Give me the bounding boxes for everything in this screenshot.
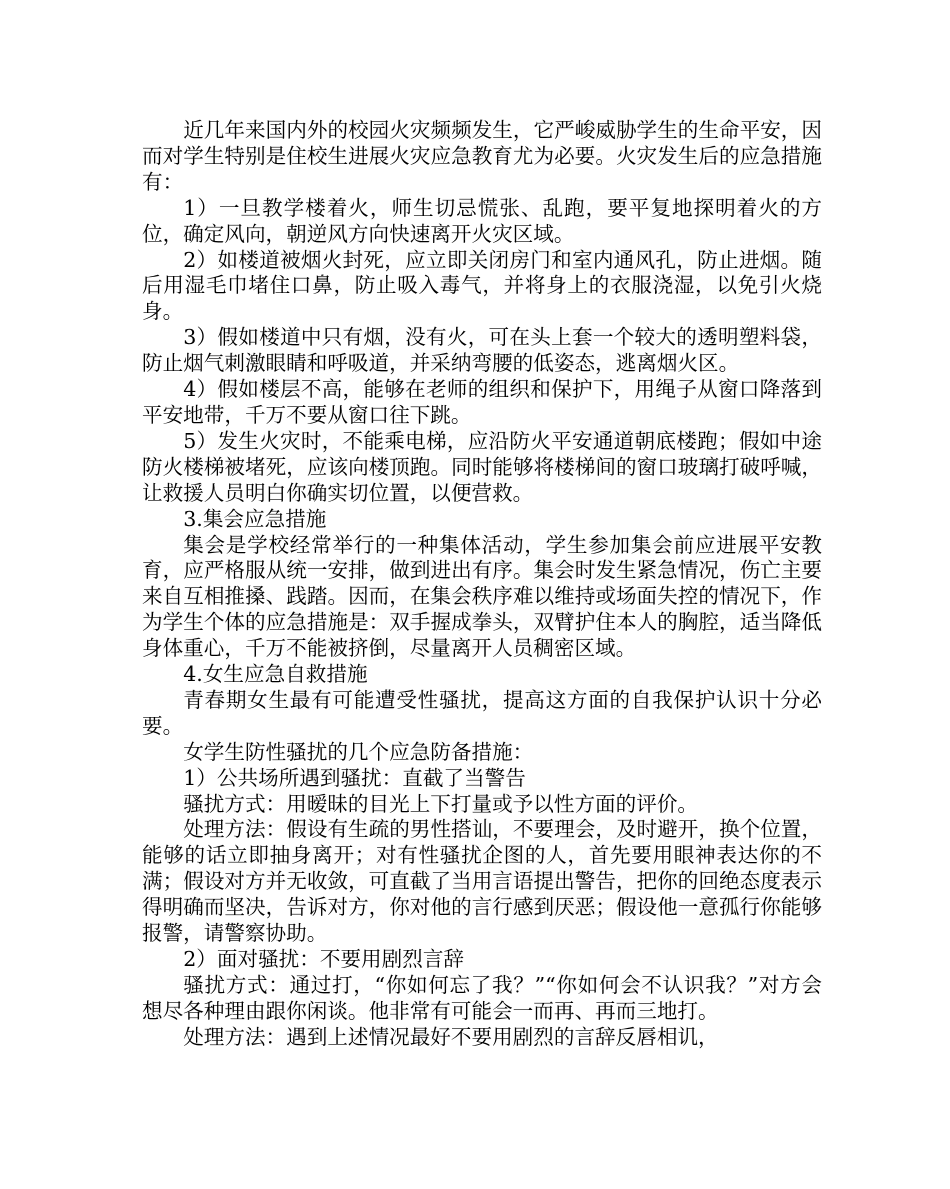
harassment-method-2: 骚扰方式：通过打，“你如何忘了我？”“你如何会不认识我？”对方会想尽各种理由跟你闲谈。他非常有可能会一而再、再而三地打。 bbox=[142, 972, 822, 1023]
handling-method-1: 处理方法：假设有生疏的男性搭讪，不要理会，及时避开，换个位置，能够的话立即抽身离开；对有性骚扰企图的人，首先要用眼神表达你的不满；假设对方并无收敛，可直截了当用言语提出警告，把你的回绝态度表示得明确而坚决，告诉对方，你对他的言行感到厌恶；假设他一意孤行你能够报警，请警察协助。 bbox=[142, 817, 822, 946]
harassment-method-1: 骚扰方式：用暧昧的目光上下打量或予以性方面的评价。 bbox=[183, 791, 699, 816]
fire-measure-2: 2）如楼道被烟火封死，应立即关闭房门和室内通风孔，防止进烟。随后用湿毛巾堵住口鼻，防止吸入毒气，并将身上的衣服浇湿，以免引火烧身。 bbox=[142, 247, 822, 324]
document-body bbox=[142, 118, 822, 1051]
prevention-measures-heading: 女学生防性骚扰的几个应急防备措施： bbox=[183, 739, 534, 764]
section-heading-assembly: 3.集会应急措施 bbox=[183, 506, 327, 531]
fire-measure-1: 1）一旦教学楼着火，师生切忌慌张、乱跑，要平复地探明着火的方位，确定风向，朝逆风方向快速离开火灾区域。 bbox=[142, 195, 822, 246]
fire-measure-3: 3）假如楼道中只有烟，没有火，可在头上套一个较大的透明塑料袋，防止烟气刺激眼睛和呼吸道，并采纳弯腰的低姿态，逃离烟火区。 bbox=[142, 325, 822, 376]
subheading-public-places: 1）公共场所遇到骚扰：直截了当警告 bbox=[183, 765, 526, 790]
intro-paragraph: 近几年来国内外的校园火灾频频发生，它严峻威胁学生的生命平安，因而对学生特别是住校生进展火灾应急教育尤为必要。火灾发生后的应急措施有： bbox=[142, 118, 822, 194]
fire-measure-4: 4）假如楼层不高，能够在老师的组织和保护下，用绳子从窗口降落到平安地带，千万不要从窗口往下跳。 bbox=[142, 377, 822, 427]
section-heading-female-students: 4.女生应急自救措施 bbox=[183, 662, 368, 687]
handling-method-2: 处理方法：遇到上述情况最好不要用剧烈的言辞反唇相讥， bbox=[183, 1024, 719, 1049]
fire-measure-5: 5）发生火灾时，不能乘电梯，应沿防火平安通道朝底楼跑；假如中途防火楼梯被堵死，应该向楼顶跑。同时能够将楼梯间的窗口玻璃打破呼喊，让救援人员明白你确实切位置，以便营救。 bbox=[142, 428, 822, 505]
subheading-facing-harassment: 2）面对骚扰：不要用剧烈言辞 bbox=[183, 947, 465, 971]
assembly-paragraph: 集会是学校经常举行的一种集体活动，学生参加集会前应进展平安教育，应严格服从统一安排，做到进出有序。集会时发生紧急情况，伤亡主要来自互相推搡、践踏。因而，在集会秩序难以维持或场面失控的情况下，作为学生个体的应急措施是：双手握成拳头，双臂护住本人的胸腔，适当降低身体重心，千万不能被挤倒，尽量离开人员稠密区域。 bbox=[142, 532, 822, 661]
female-intro-paragraph: 青春期女生最有可能遭受性骚扰，提高这方面的自我保护认识十分必要。 bbox=[142, 687, 822, 738]
